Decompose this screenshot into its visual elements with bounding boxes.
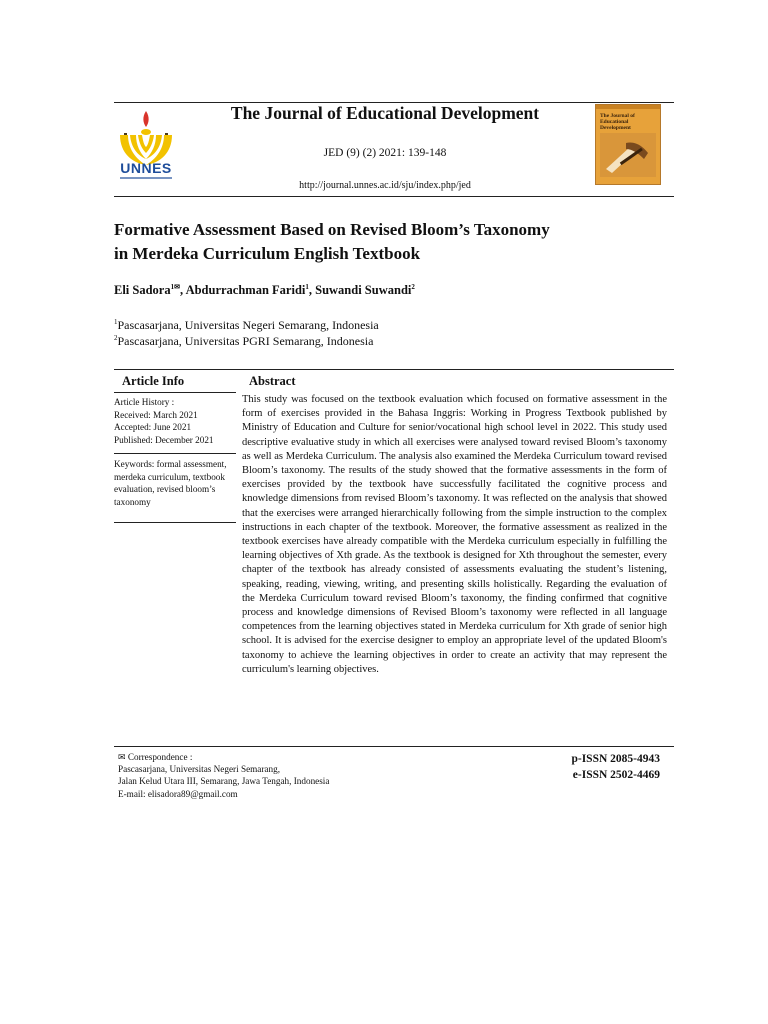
print-issn: p-ISSN 2085-4943: [571, 753, 660, 765]
journal-reference: JED (9) (2) 2021: 139-148: [323, 147, 447, 159]
history-label: Article History :: [114, 397, 175, 407]
keywords: Keywords: formal assessment, merdeka curriculum, textbook evaluation, revised bloom’s taxonomy: [114, 459, 227, 507]
unnes-logo: [114, 105, 178, 183]
author-name: Suwandi Suwandi: [315, 283, 412, 297]
paper-title-line-2: in Merdeka Curriculum English Textbook: [114, 244, 421, 263]
abstract-heading: Abstract: [249, 374, 296, 388]
cover-title: The Journal of Educational Development: [600, 113, 635, 131]
author-affiliation-mark: 1: [305, 282, 309, 291]
journal-url[interactable]: http://journal.unnes.ac.id/sju/index.php/jed: [299, 180, 471, 191]
info-top-rule: [114, 369, 674, 370]
journal-cover-image: [595, 104, 661, 185]
affiliation-2: $^2$Pascasarjana, Universitas PGRI Semarang, Indonesia: [114, 334, 374, 348]
abstract-body: This study was focused on the textbook evaluation which focused on formative assessment in the form of exercises provided in the Bahasa Inggris: Working in Progress Textbook published by Ministry of Education and Culture for senior/vocational high school level in 2022. This study used descriptive evaluative study in which all exercises were analysed toward revised Bloom’s taxonomy as well as Merdeka Curriculum. The analysis also examined the Merdeka Curriculum toward revised Bloom’s taxonomy. The results of the study showed that the formative assessments in the form of exercises provided by the textbook have successfully facilitated the cognitive process and knowledge dimensions from revised Bloom’s taxonomy. It was reflected on the analysis that showed that the exercises were arranged hierarchically following from the simple instruction to the complex instructions in each chapter of the textbook. Moreover, the formative assessment as realized in the textbook exercises have already compatible with the Merdeka curriculum especially in fulfilling the learning objectives of Xth grade. As the textbook is designed for Xth throughout the semester, every chapter of the textbook has already consisted of assessments evaluating the student’s listening, speaking, reading, viewing, writing, and presenting skills holistically. Regarding the evaluation of the Merdeka Curriculum toward revised Bloom’s taxonomy, the finding confirmed that cognitive process and knowledge dimensions of Revised Bloom’s taxonomy were reflected in all language competences from the learning objectives stated in Merdeka curriculum for Xth grade of senior high school. It is advised for the exercise designer to employ an appropriate level of the updated Bloom's taxonomy to achieve the learning objectives in order to create an activity that may represent the curriculum's learning objectives.: [242, 394, 667, 675]
correspondence-label: Correspondence :: [127, 752, 193, 762]
author-list: Eli Sadora$^{1✉}$, Abdurrachman Faridi$^1$, Suwandi Suwandi$^2$: [114, 282, 415, 297]
mail-icon: ✉: [118, 752, 126, 762]
cover-photo-icon: [596, 129, 660, 181]
cover-top-band: [596, 105, 660, 109]
correspondence-line-1: Pascasarjana, Universitas Negeri Semarang,: [118, 764, 280, 775]
footer-top-rule: [114, 746, 674, 747]
journal-title: The Journal of Educational Development: [230, 103, 540, 123]
correspondence-block: [118, 751, 478, 800]
accepted-date: Accepted: June 2021: [114, 422, 192, 433]
issn-block: [520, 751, 660, 783]
article-history: [114, 396, 236, 446]
article-info-heading: Article Info: [122, 374, 185, 388]
info-head-rule: [114, 392, 236, 393]
header-bottom-rule: [114, 196, 674, 197]
keywords-bottom-rule: [114, 522, 236, 523]
received-date: Received: March 2021: [114, 409, 198, 420]
author-name: Abdurrachman Faridi: [185, 283, 306, 297]
online-issn: e-ISSN 2502-4469: [572, 769, 660, 781]
correspondence-line-2: Jalan Kelud Utara III, Semarang, Jawa Tengah, Indonesia: [118, 776, 330, 787]
affiliation-1: $^1$Pascasarjana, Universitas Negeri Semarang, Indonesia: [114, 318, 379, 332]
correspondence-email[interactable]: E-mail: elisadora89@gmail.com: [118, 788, 238, 799]
history-bottom-rule: [114, 453, 236, 454]
paper-title: [114, 218, 634, 266]
logo-wordmark: UNNES: [120, 160, 172, 176]
logo-subtext-line: [120, 177, 172, 179]
author-name: Eli Sadora: [114, 283, 171, 297]
author-affiliation-mark: 1✉: [170, 282, 180, 291]
published-date: Published: December 2021: [114, 434, 214, 445]
paper-title-line-1: Formative Assessment Based on Revised Bloom’s Taxonomy: [114, 220, 550, 239]
author-affiliation-mark: 2: [411, 282, 415, 291]
